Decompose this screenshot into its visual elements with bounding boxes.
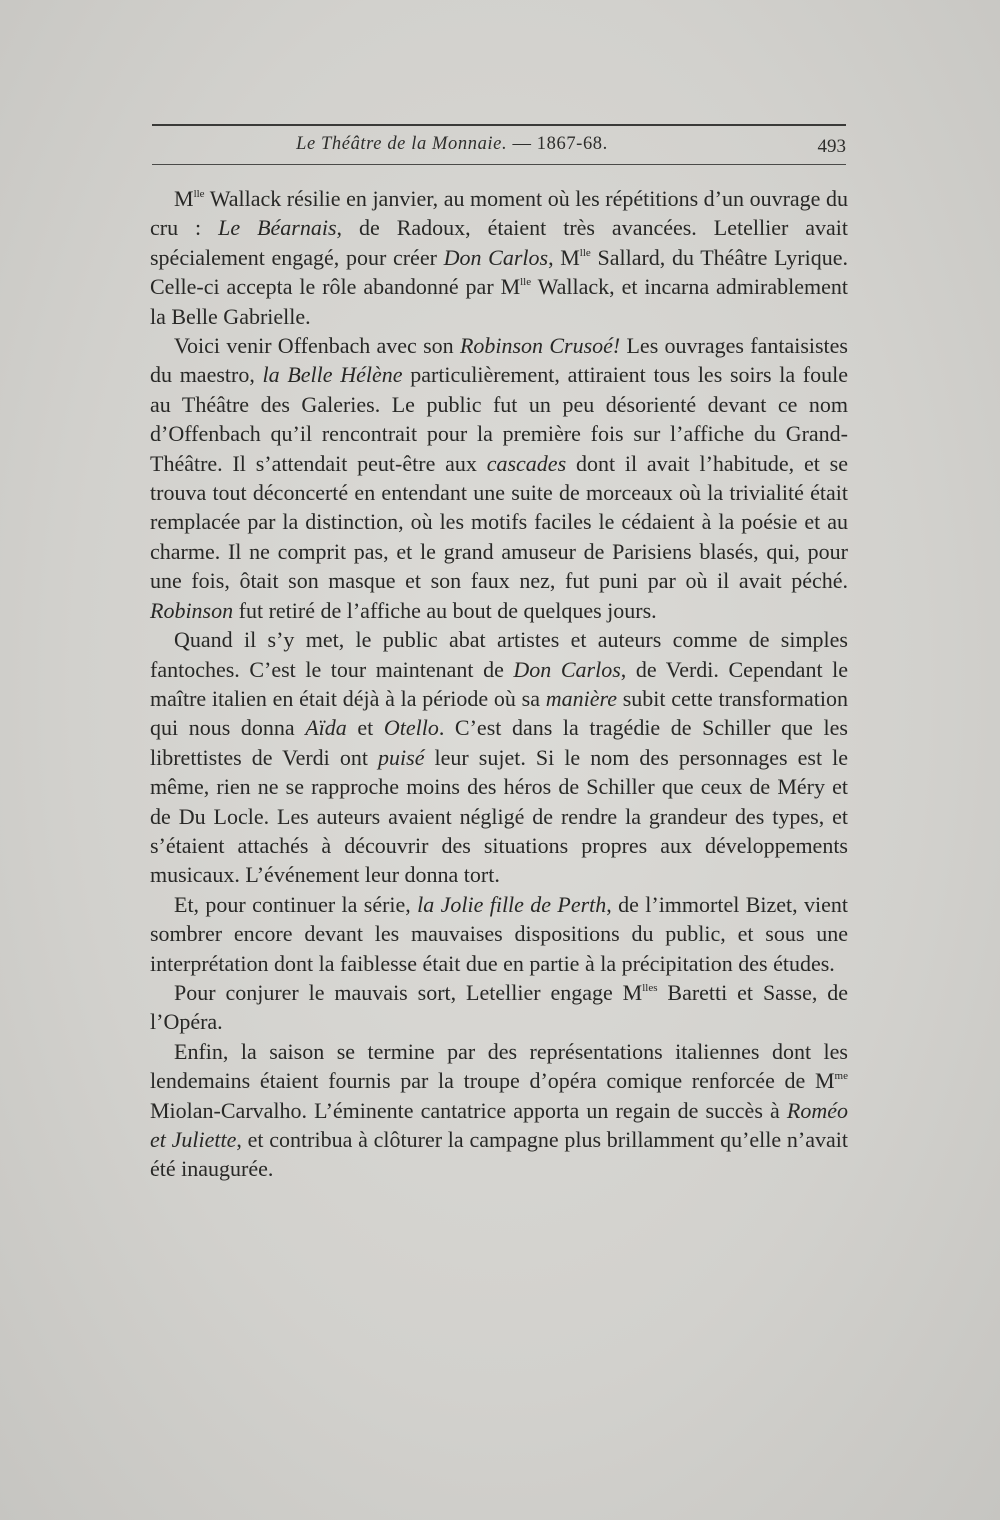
running-head: [152, 134, 752, 155]
italic-title: Don Carlos: [513, 656, 621, 682]
text-run: , de Verdi. Cependant le maître italien en était déjà à la période où sa: [150, 656, 848, 711]
running-head-years: 1867-68.: [536, 134, 608, 154]
page-number: 493: [817, 136, 846, 157]
paragraph: [150, 978, 848, 1037]
italic-title: Aïda: [305, 715, 347, 741]
text-run: Les ouvrages fantaisistes du maestro,: [150, 333, 848, 388]
italic-title: Le Béarnais: [218, 215, 337, 241]
text-run: Voici venir Offenbach avec son: [174, 333, 460, 359]
text-run: dont il avait l’habitude, et se trouva tout déconcerté en entendant une suite de morceaux où la trivialité était remplacée par la distinction, où les motifs faciles le cédaient à la poésie et au charme. Il ne comprit pas, et le grand amuseur de Parisiens blasés, qui, pour une fois, ôtait son masque et son faux nez, fut puni par où il avait péché.: [150, 450, 848, 594]
text-run: Wallack résilie en janvier, au moment où les répétitions d’un ouvrage du cru :: [150, 186, 848, 241]
running-head-separator: —: [507, 134, 537, 154]
text-run: Et, pour continuer la série,: [174, 891, 418, 917]
superscript-abbrev: me: [834, 1070, 848, 1083]
text-run: Enfin, la saison se termine par des représentations italiennes dont les lendemains étaient fournis par la troupe d’opéra comique renforcée de M: [150, 1038, 848, 1094]
text-run: et: [346, 715, 384, 741]
header-rule-top: [152, 124, 846, 126]
header-rule-bottom: [152, 164, 846, 165]
body-text: [150, 184, 848, 1184]
italic-title: Don Carlos: [443, 244, 549, 270]
text-run: Miolan-Carvalho. L’éminente cantatrice apporta un regain de succès à: [150, 1097, 787, 1123]
italic-title: la Belle Hélène: [262, 362, 403, 388]
text-run: , M: [548, 244, 580, 270]
superscript-abbrev: lle: [520, 276, 532, 289]
text-run: , de Radoux, étaient très avancées. Letellier avait spécialement engagé, pour créer: [150, 215, 848, 270]
text-run: subit cette transformation qui nous donna: [150, 685, 848, 741]
italic-title: Roméo et Juliette: [150, 1097, 848, 1152]
running-head-title: Le Théâtre de la Monnaie.: [296, 134, 508, 154]
text-run: Quand il s’y met, le public abat artistes et auteurs comme de simples fantoches. C’est le tour maintenant de: [150, 627, 848, 682]
italic-title: puisé: [378, 744, 425, 770]
text-run: fut retiré de l’affiche au bout de quelques jours.: [233, 597, 657, 623]
text-run: particulièrement, attiraient tous les soirs la foule au Théâtre des Galeries. Le public fut un peu désorienté devant ce nom d’Offenbach qu’il rencontrait pour la première fois sur l’affiche du Grand-Théâtre. Il s’attendait peut-être aux: [150, 362, 848, 476]
text-run: Pour conjurer le mauvais sort, Letellier engage M: [174, 979, 643, 1005]
superscript-abbrev: lles: [642, 981, 658, 994]
text-run: Baretti et Sasse, de l’Opéra.: [150, 979, 848, 1035]
paragraph: [150, 625, 848, 890]
text-run: Sallard, du Théâtre Lyrique. Celle-ci accepta le rôle abandonné par M: [150, 244, 848, 300]
italic-title: Robinson: [150, 597, 234, 623]
superscript-abbrev: lle: [579, 246, 591, 259]
text-run: Wallack, et incarna admirablement la Belle Gabrielle.: [150, 274, 848, 329]
paragraph: [150, 890, 848, 978]
superscript-abbrev: lle: [193, 188, 205, 200]
text-run: . C’est dans la tragédie de Schiller que les librettistes de Verdi ont: [150, 715, 848, 770]
italic-title: la Jolie fille de Perth: [417, 891, 607, 917]
italic-title: Robinson Crusoé!: [459, 333, 621, 359]
text-run: leur sujet. Si le nom des personnages est le même, rien ne se rapproche moins des héros de Schiller que ceux de Méry et de Du Locle. Les auteurs avaient négligé de rendre la grandeur des types, et s’étaient attachés à découvrir des situations propres aux développements musicaux. L’événement leur donna tort.: [150, 744, 848, 888]
text-run: M: [174, 186, 194, 211]
text-run: , et contribua à clôturer la campagne plus brillamment qu’elle n’avait été inaugurée.: [150, 1127, 849, 1182]
text-run: , de l’immortel Bizet, vient sombrer encore devant les mauvaises dispositions du public, et sous une interprétation dont la faiblesse était due en partie à la précipitation des études.: [150, 891, 848, 976]
paragraph: [150, 184, 848, 331]
italic-title: Otello: [383, 715, 439, 741]
italic-title: cascades: [486, 450, 567, 476]
paragraph: [150, 331, 848, 625]
paragraph: [150, 1037, 848, 1184]
italic-title: manière: [545, 685, 617, 711]
